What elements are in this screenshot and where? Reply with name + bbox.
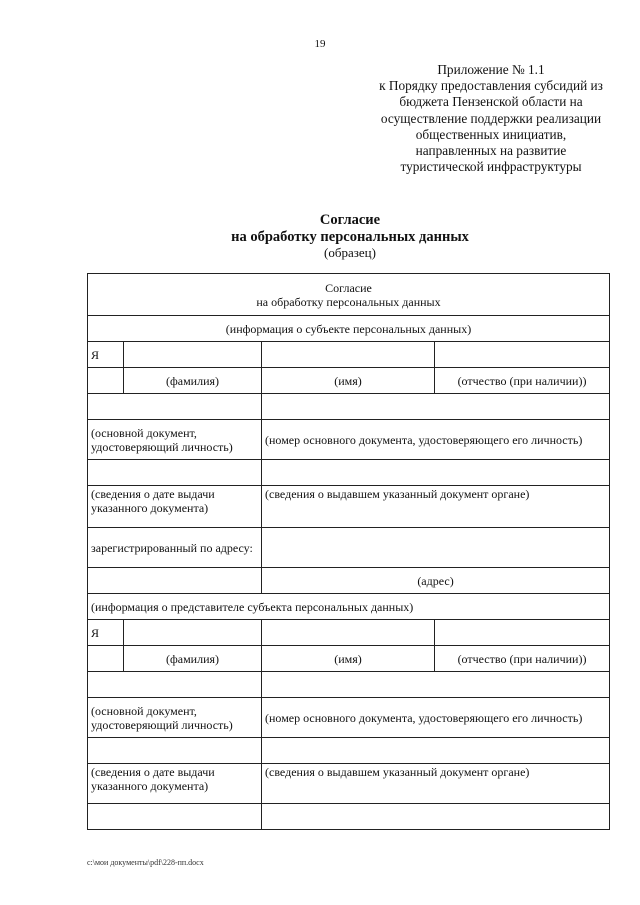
empty-cell: [88, 568, 262, 594]
address-caption: (адрес): [262, 568, 610, 594]
patronymic-field[interactable]: [435, 342, 610, 368]
main-doc-caption: (основной документ, удостоверяющий личность): [88, 420, 262, 460]
rep-issuer-caption: (сведения о выдавшем указанный документ органе): [262, 764, 610, 804]
name-field[interactable]: [262, 342, 435, 368]
ya-label: Я: [88, 342, 124, 368]
rep-name-field[interactable]: [262, 620, 435, 646]
title-note: (образец): [324, 245, 376, 260]
rep-patronymic-caption: (отчество (при наличии)): [435, 646, 610, 672]
appendix-line: общественных инициатив,: [415, 126, 567, 142]
main-doc-field[interactable]: [88, 394, 262, 420]
rep-doc-number-field[interactable]: [262, 672, 610, 698]
rep-issuer-field[interactable]: [262, 738, 610, 764]
appendix-line: осуществление поддержки реализации: [380, 110, 602, 126]
surname-field[interactable]: [124, 342, 262, 368]
title-line-1: Согласие: [319, 212, 381, 228]
page-number: 19: [314, 38, 326, 50]
document-title: [0, 212, 640, 262]
address-field[interactable]: [262, 528, 610, 568]
doc-number-caption: (номер основного документа, удостоверяющего его личность): [262, 420, 610, 460]
form-header-line-2: на обработку персональных данных: [256, 294, 441, 309]
rep-issue-date-field[interactable]: [88, 738, 262, 764]
appendix-line: к Порядку предоставления субсидий из: [379, 78, 603, 94]
name-caption: (имя): [262, 368, 435, 394]
empty-cell[interactable]: [88, 804, 262, 830]
consent-form-table: [87, 273, 610, 830]
title-line-2: на обработку персональных данных: [231, 228, 469, 245]
appendix-line: туристической инфраструктуры: [400, 159, 582, 175]
empty-cell[interactable]: [262, 804, 610, 830]
appendix-line: бюджета Пензенской области на: [399, 94, 583, 110]
rep-doc-number-caption: (номер основного документа, удостоверяющего его личность): [262, 698, 610, 738]
form-header-line-1: Согласие: [325, 280, 372, 295]
file-path-footer: c:\мои документы\pdf\228-пп.docx: [87, 858, 204, 867]
doc-number-field[interactable]: [262, 394, 610, 420]
rep-surname-caption: (фамилия): [124, 646, 262, 672]
appendix-line: направленных на развитие: [415, 143, 567, 159]
empty-cell: [88, 368, 124, 394]
surname-caption: (фамилия): [124, 368, 262, 394]
patronymic-caption: (отчество (при наличии)): [435, 368, 610, 394]
appendix-header: [360, 62, 622, 175]
rep-main-doc-field[interactable]: [88, 672, 262, 698]
issuer-field[interactable]: [262, 460, 610, 486]
representative-info-heading: (информация о представителе субъекта персональных данных): [88, 594, 610, 620]
rep-patronymic-field[interactable]: [435, 620, 610, 646]
issuer-caption: (сведения о выдавшем указанный документ органе): [262, 486, 610, 528]
ya-label-2: Я: [88, 620, 124, 646]
issue-date-caption: (сведения о дате выдачи указанного документа): [88, 486, 262, 528]
rep-issue-date-caption: (сведения о дате выдачи указанного документа): [88, 764, 262, 804]
issue-date-field[interactable]: [88, 460, 262, 486]
rep-surname-field[interactable]: [124, 620, 262, 646]
appendix-line: Приложение № 1.1: [437, 62, 545, 77]
empty-cell: [88, 646, 124, 672]
rep-main-doc-caption: (основной документ, удостоверяющий личность): [88, 698, 262, 738]
rep-name-caption: (имя): [262, 646, 435, 672]
form-header: [88, 274, 610, 316]
registered-label: зарегистрированный по адресу:: [88, 528, 262, 568]
subject-info-heading: (информация о субъекте персональных данных): [88, 316, 610, 342]
